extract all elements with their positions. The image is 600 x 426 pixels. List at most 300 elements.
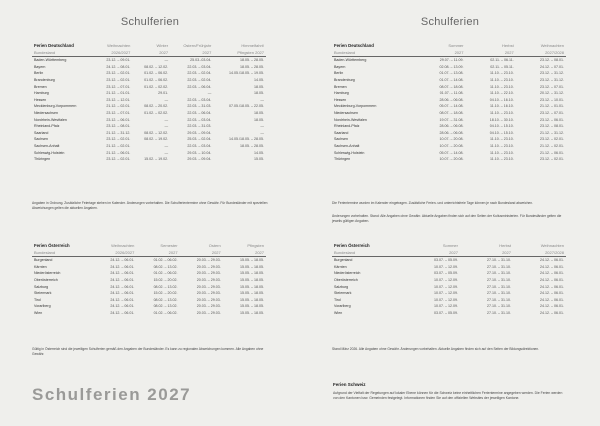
austria-note-left: Gültig in Österreich sind die jeweiligen Schulferien gemäß den Angaben der Bundesländer. Es kann zu regionalen Abweichungen kommen. Alle Angaben ohne Gewähr. xyxy=(32,347,264,356)
date-range: 21.12. – 06.01. xyxy=(540,150,564,155)
date-range: 27.10. – 31.10. xyxy=(487,258,511,263)
region-name: Oberösterreich xyxy=(334,277,358,282)
date-range: 23.12. – 07.01. xyxy=(540,110,564,115)
germany-note2-right: Änderungen vorbehalten. Stand: Alle Angaben ohne Gewähr. Aktuelle Angaben finden sich auf den Seiten der Kultusministerien. Für Bundesländer gelten die jeweils gültigen Angaben. xyxy=(332,214,562,223)
table-row xyxy=(32,77,266,84)
table-subtitle: Bundesland xyxy=(32,50,95,57)
column-subheader: 2027 xyxy=(180,250,223,257)
date-range: 15.05. – 18.05. xyxy=(240,297,264,302)
date-range: 22.03. – 31.03. xyxy=(187,104,212,109)
date-range: 08.02. – 12.02. xyxy=(144,64,169,69)
date-range: 01.02. – 06.02. xyxy=(153,271,178,276)
table-row xyxy=(332,110,566,117)
column-header: Winter xyxy=(156,43,169,48)
date-range: 29.03. – 09.04. xyxy=(187,130,212,135)
date-range: 04.10. – 15.10. xyxy=(489,124,514,129)
date-range: 15.05. – 18.05. xyxy=(240,304,264,309)
table-row xyxy=(332,257,566,264)
column-subheader: 2027 xyxy=(407,250,460,257)
table-row xyxy=(332,77,566,84)
date-range: 27.10. – 31.10. xyxy=(487,297,511,302)
region-name: Nordrhein-Westfalen xyxy=(334,117,367,122)
table-row xyxy=(332,103,566,110)
date-range: 11.10. – 23.10. xyxy=(490,143,514,148)
date-range: 15.05. – 18.05. xyxy=(240,310,264,315)
date-range: 15.05. – 18.05. xyxy=(240,271,264,276)
region-name: Salzburg xyxy=(34,284,49,289)
region-name: Thüringen xyxy=(334,157,351,162)
region-name: Rheinland-Pfalz xyxy=(334,124,360,129)
table-row xyxy=(32,136,266,143)
date-range: 02.08. – 13.09. xyxy=(439,64,464,69)
region-name: Sachsen xyxy=(334,137,348,142)
date-range: 24.12. – 07.01. xyxy=(540,64,564,69)
date-range: 22.03. – 06.04. xyxy=(187,84,212,89)
date-range: 21.12. – 31.12. xyxy=(540,130,564,135)
date-range: 21.12. – 02.01. xyxy=(106,104,131,109)
table-subtitle: Bundesland xyxy=(332,50,415,57)
table-row xyxy=(332,57,566,64)
date-range: 20.03. – 29.03. xyxy=(196,291,221,296)
region-name: Sachsen-Anhalt xyxy=(334,143,360,148)
region-name: Nordrhein-Westfalen xyxy=(34,117,67,122)
date-range: 23.12. – 06.01. xyxy=(540,117,564,122)
table-row xyxy=(332,123,566,130)
date-range: 08.07. – 18.08. xyxy=(439,84,464,89)
region-name: Wien xyxy=(334,310,343,315)
date-range: 08.02. – 19.02. xyxy=(144,137,169,142)
germany-note1-right: Die Ferientermine wurden im Kalender eingetragen. Zusätzliche Ferien- und unterrichtsfreie Tage können je nach Bundesland abweichen. xyxy=(332,201,533,205)
table-row xyxy=(32,84,266,91)
table-title: Ferien Deutschland xyxy=(34,43,74,48)
date-range: 01.02. – 06.02. xyxy=(144,77,169,82)
date-range: 22.03. – 31.03. xyxy=(187,124,212,129)
date-range: 15.05. – 18.05. xyxy=(240,277,264,282)
date-range: 14.05. xyxy=(254,77,264,82)
date-range: 01.07. – 14.08. xyxy=(439,77,464,82)
date-range: 24.12. – 06.01. xyxy=(110,264,135,269)
date-range: 29.03. – 10.04. xyxy=(187,150,212,155)
region-name: Hamburg xyxy=(34,91,49,96)
date-range: 28.06. – 06.08. xyxy=(439,97,464,102)
date-range: 27.10. – 31.10. xyxy=(487,271,511,276)
date-range: 10.07. – 12.09. xyxy=(434,284,458,289)
date-range: 21.12. – 02.01. xyxy=(540,143,564,148)
column-subheader: 2026/2027 xyxy=(93,250,136,257)
date-range: 11.10. – 23.10. xyxy=(490,71,514,76)
date-range: 01.07. – 13.08. xyxy=(439,71,464,76)
date-range: 23.12. – 31.12. xyxy=(540,77,564,82)
column-header: Sommer xyxy=(448,43,464,48)
region-name: Hessen xyxy=(34,97,47,102)
column-header: Weihnachten xyxy=(111,243,135,248)
date-range: 05.07. – 14.08. xyxy=(439,150,464,155)
date-range: 21.12. – 06.01. xyxy=(106,150,131,155)
date-range: 21.12. – 02.01. xyxy=(106,143,131,148)
table-row xyxy=(332,90,566,97)
column-subheader: 2026/2027 xyxy=(95,50,133,57)
date-range: 18.05. – 28.05. xyxy=(240,143,264,148)
region-name: Oberösterreich xyxy=(34,277,58,282)
region-name: Wien xyxy=(34,310,43,315)
date-range: 10.07. – 12.09. xyxy=(434,297,458,302)
date-range: 24.12. – 06.01. xyxy=(110,297,135,302)
region-name: Schleswig-Holstein xyxy=(34,150,65,155)
date-range: 11.10. – 23.10. xyxy=(490,77,514,82)
date-range: 14.05./18.05. – 19.05. xyxy=(229,71,264,76)
date-range: 08.02. – 13.02. xyxy=(153,297,178,302)
column-header: Semester xyxy=(160,243,178,248)
germany-table-right xyxy=(332,43,566,163)
date-range: 24.12. – 06.01. xyxy=(540,264,564,269)
date-range: 29.01. xyxy=(158,91,169,96)
date-range: 11.10. – 22.10. xyxy=(490,91,514,96)
date-range: 15.02. – 19.02. xyxy=(144,157,169,162)
date-range: — xyxy=(164,143,169,148)
date-range: — xyxy=(260,124,264,129)
date-range: — xyxy=(164,97,169,102)
region-name: Vorarlberg xyxy=(34,304,51,309)
column-header: Herbst xyxy=(501,43,514,48)
date-range: 02.11. – 05.11. xyxy=(490,64,514,69)
date-range: 20.12. – 31.12. xyxy=(540,91,564,96)
date-range: 01.02. – 06.02. xyxy=(144,71,169,76)
date-range: — xyxy=(164,117,169,122)
table-row xyxy=(332,64,566,71)
date-range: 11.10. – 23.10. xyxy=(490,137,514,142)
date-range: 03.07. – 05.09. xyxy=(434,271,458,276)
date-range: 24.12. – 06.01. xyxy=(540,277,564,282)
table-row xyxy=(32,143,266,150)
date-range: 24.12. – 06.01. xyxy=(110,310,135,315)
date-range: 11.10. – 23.10. xyxy=(490,157,514,162)
table-title: Ferien Deutschland xyxy=(334,43,374,48)
date-range: 22.03. – 06.04. xyxy=(187,110,212,115)
date-range: 23.12. – 02.01. xyxy=(540,157,564,162)
table-row xyxy=(32,64,266,71)
column-header: Ostern/Frühjahr xyxy=(183,43,212,48)
table-row xyxy=(32,264,266,271)
date-range: 21.12. – 01.01. xyxy=(540,104,564,109)
date-range: 22.03. – 02.04. xyxy=(187,77,212,82)
date-range: 24.12. – 06.01. xyxy=(110,258,135,263)
date-range: 18.10. – 30.10. xyxy=(489,117,514,122)
date-range: 24.12. – 06.01. xyxy=(110,304,135,309)
region-name: Mecklenburg-Vorpommern xyxy=(334,104,377,109)
date-range: 10.07. – 12.09. xyxy=(434,304,458,309)
table-row xyxy=(32,150,266,157)
date-range: 11.10. – 23.10. xyxy=(490,110,514,115)
date-range: 18.05. xyxy=(254,91,264,96)
date-range: 27.10. – 31.10. xyxy=(487,310,511,315)
date-range: 14.05. xyxy=(254,150,264,155)
date-range: 20.03. – 29.03. xyxy=(196,310,221,315)
date-range: 24.12. – 06.01. xyxy=(110,284,135,289)
date-range: 20.03. – 29.03. xyxy=(196,277,221,282)
table-row xyxy=(332,84,566,91)
date-range: 01.02. – 06.02. xyxy=(153,310,178,315)
table-row xyxy=(332,70,566,77)
date-range: 08.02. – 13.02. xyxy=(153,264,178,269)
region-name: Kärnten xyxy=(334,264,347,269)
date-range: 08.02. – 13.02. xyxy=(153,304,178,309)
table-title: Ferien Österreich xyxy=(334,243,370,248)
date-range: 24.12. – 06.01. xyxy=(110,291,135,296)
date-range: 10.07. – 20.08. xyxy=(439,137,464,142)
date-range: 02.11. – 06.11. xyxy=(490,58,514,63)
swiss-text: Aufgrund der Vielfalt der Regelungen auf lokaler Ebene können für die Schweiz keine einheitlichen Ferientermine angegeben werden. Die Ferien werden von den Kantonen bzw. Gemeinden festgelegt. Informationen finden Sie auf den offiziellen Websites der jeweiligen Kantone. xyxy=(333,391,563,400)
column-header: Weihnachten xyxy=(540,243,564,248)
date-range: 20.03. – 29.03. xyxy=(196,264,221,269)
table-row xyxy=(332,277,566,284)
date-range: 15.05. – 18.05. xyxy=(240,264,264,269)
date-range: 24.12. – 06.01. xyxy=(110,271,135,276)
right-heading: Schulferien xyxy=(420,16,480,28)
date-range: 23.12. – 02.01. xyxy=(540,137,564,142)
date-range: 11.10. – 23.10. xyxy=(490,150,514,155)
date-range: 25.03. – 02.04. xyxy=(187,137,212,142)
germany-note-left: Angaben in Ordnung. Zusätzliche Feiertage stehen im Kalender. Änderungen vorbehalten. Die Schulferientermine ohne Gewähr. Für Bundesländer mit speziellen Abweichungen gelten die aktuellen Angaben. xyxy=(32,201,268,210)
table-row xyxy=(332,290,566,297)
table-row xyxy=(32,257,266,264)
austria-table-right xyxy=(332,243,566,317)
region-name: Berlin xyxy=(334,71,344,76)
region-name: Bayern xyxy=(34,64,46,69)
table-subtitle: Bundesland xyxy=(32,250,93,257)
table-row xyxy=(32,110,266,117)
table-row xyxy=(332,297,566,304)
column-subheader: 2027 xyxy=(465,50,515,57)
date-range: 23.12. – 07.01. xyxy=(540,84,564,89)
date-range: 10.07. – 20.08. xyxy=(439,143,464,148)
date-range: 29.03. – 09.04. xyxy=(187,157,212,162)
date-range: 04.10. – 15.10. xyxy=(489,130,514,135)
date-range: 10.07. – 12.09. xyxy=(434,291,458,296)
column-subheader: 2027 xyxy=(170,50,213,57)
region-name: Rheinland-Pfalz xyxy=(34,124,60,129)
right-page xyxy=(300,0,600,426)
date-range: 20.03. – 29.03. xyxy=(196,271,221,276)
date-range: 15.05. – 18.05. xyxy=(240,258,264,263)
date-range: — xyxy=(207,91,212,96)
date-range: 04.10. – 16.10. xyxy=(489,97,514,102)
table-row xyxy=(32,130,266,137)
table-row xyxy=(32,103,266,110)
date-range: — xyxy=(260,97,264,102)
germany-table-left xyxy=(32,43,266,163)
date-range: 27.10. – 31.10. xyxy=(487,264,511,269)
date-range: 15.02. – 20.02. xyxy=(153,277,178,282)
date-range: 14.05./18.05. – 28.05. xyxy=(229,137,264,142)
date-range: 15.05. – 18.05. xyxy=(240,284,264,289)
column-subheader: 2027/2028 xyxy=(516,50,566,57)
table-row xyxy=(32,156,266,163)
column-header: Ostern xyxy=(208,243,221,248)
date-range: 20.03. – 29.03. xyxy=(196,284,221,289)
date-range: 22.03. – 03.04. xyxy=(187,97,212,102)
date-range: 05.07. – 14.08. xyxy=(439,104,464,109)
date-range: 18.05. xyxy=(254,110,264,115)
date-range: 11.10. – 23.10. xyxy=(490,84,514,89)
date-range: 23.12. – 06.01. xyxy=(106,117,131,122)
table-row xyxy=(32,284,266,291)
date-range: 23.12. – 08.01. xyxy=(540,124,564,129)
date-range: 24.12. – 06.01. xyxy=(540,258,564,263)
swiss-title: Ferien Schweiz xyxy=(333,382,366,387)
table-row xyxy=(32,90,266,97)
date-range: 22.03. – 03.04. xyxy=(187,143,212,148)
table-row xyxy=(332,303,566,310)
date-range: 23.12. – 09.01. xyxy=(106,58,131,63)
date-range: 24.12. – 06.01. xyxy=(540,271,564,276)
date-range: 01.02. – 02.02. xyxy=(144,84,169,89)
date-range: 28.06. – 06.08. xyxy=(439,130,464,135)
date-range: 15.05. – 18.05. xyxy=(240,291,264,296)
region-name: Steiermark xyxy=(334,291,352,296)
date-range: 01.07. – 11.08. xyxy=(439,91,464,96)
table-row xyxy=(32,57,266,64)
date-range: 23.12. – 07.01. xyxy=(106,110,131,115)
date-range: 10.07. – 12.09. xyxy=(434,277,458,282)
date-range: 21.12. – 01.01. xyxy=(106,91,131,96)
date-range: 21.12. – 31.12. xyxy=(106,130,131,135)
column-subheader: 2027 xyxy=(460,250,513,257)
region-name: Brandenburg xyxy=(334,77,355,82)
table-row xyxy=(332,97,566,104)
region-name: Schleswig-Holstein xyxy=(334,150,365,155)
date-range: 22.03. – 03.04. xyxy=(187,117,212,122)
column-header: Himmelfahrt/ xyxy=(241,43,264,48)
column-subheader: 2027/2028 xyxy=(513,250,566,257)
date-range: 24.12. – 06.01. xyxy=(540,291,564,296)
date-range: 28.06. – 06.08. xyxy=(439,124,464,129)
column-subheader: Pfingsten 2027 xyxy=(213,50,266,57)
date-range: 23.12. – 02.01. xyxy=(106,137,131,142)
date-range: 10.07. – 20.08. xyxy=(439,157,464,162)
column-header: Herbst xyxy=(499,243,511,248)
region-name: Saarland xyxy=(34,130,49,135)
date-range: 08.02. – 20.02. xyxy=(144,104,169,109)
table-row xyxy=(32,297,266,304)
date-range: 01.02. – 02.02. xyxy=(144,110,169,115)
column-subheader: 2027 xyxy=(415,50,465,57)
date-range: 23.12. – 31.12. xyxy=(540,71,564,76)
table-row xyxy=(332,143,566,150)
region-name: Tirol xyxy=(34,297,41,302)
table-row xyxy=(332,136,566,143)
date-range: 20.03. – 29.03. xyxy=(196,258,221,263)
column-header: Pfingsten xyxy=(247,243,264,248)
date-range: 24.12. – 06.01. xyxy=(540,297,564,302)
region-name: Berlin xyxy=(34,71,44,76)
date-range: 03.07. – 05.09. xyxy=(434,258,458,263)
date-range: 23.12. – 08.01. xyxy=(540,58,564,63)
date-range: 29.07. – 11.09. xyxy=(439,58,464,63)
column-header: Weihnachten xyxy=(540,43,564,48)
date-range: 18.05. – 28.05. xyxy=(240,64,264,69)
date-range: 27.10. – 31.10. xyxy=(487,304,511,309)
date-range: — xyxy=(164,124,169,129)
column-subheader: 2027 xyxy=(223,250,266,257)
date-range: 22.03. – 03.04. xyxy=(187,64,212,69)
region-name: Kärnten xyxy=(34,264,47,269)
table-row xyxy=(32,303,266,310)
date-range: 08.02. – 13.02. xyxy=(153,284,178,289)
region-name: Hessen xyxy=(334,97,347,102)
column-header: Weihnachten xyxy=(107,43,131,48)
date-range: 08.07. – 18.08. xyxy=(439,110,464,115)
date-range: 24.12. – 06.01. xyxy=(110,277,135,282)
date-range: 23.12. – 12.01. xyxy=(106,97,131,102)
date-range: 25.03.-03.04. xyxy=(190,58,212,63)
region-name: Bayern xyxy=(334,64,346,69)
date-range: 18.05. – 28.05. xyxy=(240,58,264,63)
table-row xyxy=(332,130,566,137)
table-row xyxy=(32,97,266,104)
date-range: — xyxy=(260,130,264,135)
date-range: 27.10. – 31.10. xyxy=(487,284,511,289)
date-range: 24.12. – 08.01. xyxy=(106,64,131,69)
table-title: Ferien Österreich xyxy=(34,243,70,248)
table-row xyxy=(332,156,566,163)
table-subtitle: Bundesland xyxy=(332,250,407,257)
date-range: 27.10. – 31.10. xyxy=(487,291,511,296)
date-range: 19.07. – 31.08. xyxy=(439,117,464,122)
table-row xyxy=(32,277,266,284)
date-range: 24.12. – 06.01. xyxy=(540,310,564,315)
table-row xyxy=(32,123,266,130)
date-range: 24.12. – 06.01. xyxy=(540,284,564,289)
column-header: Sommer xyxy=(442,243,458,248)
date-range: — xyxy=(164,150,169,155)
left-heading: Schulferien xyxy=(120,16,180,28)
table-row xyxy=(32,117,266,124)
region-name: Burgenland xyxy=(34,258,53,263)
date-range: — xyxy=(164,58,169,63)
date-range: 23.12. – 02.01. xyxy=(106,157,131,162)
region-name: Niederösterreich xyxy=(34,271,61,276)
date-range: 08.02. – 12.02. xyxy=(144,130,169,135)
date-range: 15.02. – 20.02. xyxy=(153,291,178,296)
region-name: Baden-Württemberg xyxy=(34,58,67,63)
date-range: 10.07. – 12.09. xyxy=(434,264,458,269)
region-name: Saarland xyxy=(334,130,349,135)
date-range: 03.07. – 05.09. xyxy=(434,310,458,315)
table-row xyxy=(332,310,566,317)
region-name: Bremen xyxy=(34,84,47,89)
region-name: Mecklenburg-Vorpommern xyxy=(34,104,77,109)
date-range: 01.02. – 06.02. xyxy=(153,258,178,263)
region-name: Baden-Württemberg xyxy=(334,58,367,63)
region-name: Vorarlberg xyxy=(334,304,351,309)
region-name: Brandenburg xyxy=(34,77,55,82)
region-name: Salzburg xyxy=(334,284,349,289)
region-name: Sachsen-Anhalt xyxy=(34,143,60,148)
region-name: Steiermark xyxy=(34,291,52,296)
region-name: Hamburg xyxy=(334,91,349,96)
table-row xyxy=(332,270,566,277)
region-name: Bremen xyxy=(334,84,347,89)
region-name: Niederösterreich xyxy=(334,271,361,276)
table-row xyxy=(332,117,566,124)
table-row xyxy=(332,150,566,157)
date-range: 18.05. xyxy=(254,117,264,122)
date-range: 18.05. xyxy=(254,84,264,89)
austria-note-right: Stand März 2026. Alle Angaben ohne Gewähr. Änderungen vorbehalten. Aktuelle Angaben finden sich auf den Seiten der Bildungsdirektionen. xyxy=(332,347,540,351)
date-range: 22.03. – 02.04. xyxy=(187,71,212,76)
page-title: Schulferien 2027 xyxy=(32,385,192,404)
date-range: 23.12. – 07.01. xyxy=(106,84,131,89)
